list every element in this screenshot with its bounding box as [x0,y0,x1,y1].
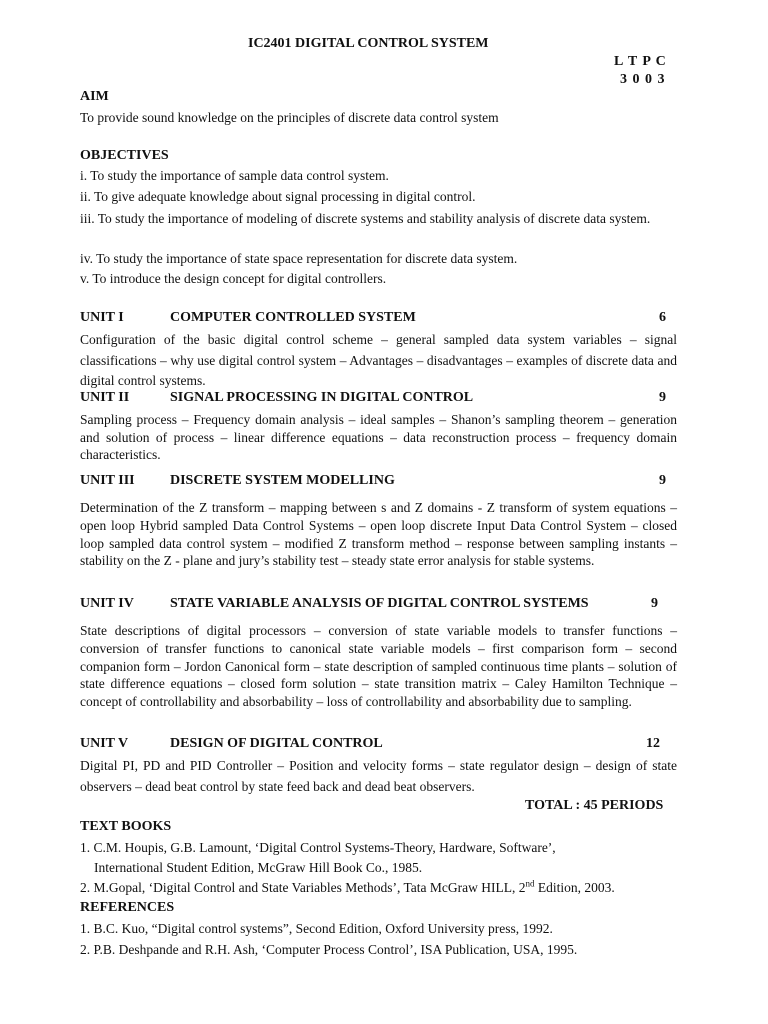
text-book-item-continuation: International Student Edition, McGraw Hill Book Co., 1985. [94,860,423,875]
references-heading: REFERENCES [80,900,175,915]
text-book-item: 1. C.M. Houpis, G.B. Lamount, ‘Digital Control Systems-Theory, Hardware, Software’, [80,840,556,855]
unit-title: DESIGN OF DIGITAL CONTROL [170,736,383,751]
reference-item: 1. B.C. Kuo, “Digital control systems”, Second Edition, Oxford University press, 1992. [80,921,553,936]
unit-title: DISCRETE SYSTEM MODELLING [170,473,395,488]
unit-hours: 9 [659,390,666,405]
unit-content: Determination of the Z transform – mapping between s and Z domains - Z transform of system equations – open loop Hybrid sampled Data Control Systems – open loop discrete Input Data Control System – closed loop sampled data control system – modified Z transform method – response between sampling instants – stability on the Z - plane and jury’s stability test – steady state error analysis for stable systems. [80,500,677,569]
text-book-item [80,880,615,896]
course-title: IC2401 DIGITAL CONTROL SYSTEM [248,36,489,51]
unit-heading [80,596,680,614]
objective-item: iii. To study the importance of modeling of discrete systems and stability analysis of discrete data system. [80,211,651,226]
total-periods: TOTAL : 45 PERIODS [525,798,664,813]
unit-label: UNIT IV [80,596,134,611]
unit-heading [80,390,680,408]
ltpc-label: L T P C [614,54,667,69]
text-book-item-text: Edition, 2003. [534,880,615,895]
text-books-heading: TEXT BOOKS [80,819,172,834]
unit-hours: 9 [651,596,658,611]
ordinal-superscript: nd [525,878,535,889]
unit-content: Digital PI, PD and PID Controller – Position and velocity forms – state regulator design – design of state observers – dead beat control by state feed back and dead beat observers. [80,758,677,794]
unit-content: State descriptions of digital processors – conversion of state variable models to transfer functions – conversion of transfer functions to canonical state variable models – first comparison form – second companion form – Jordon Canonical form – state description of sampled continuous time plants – solution of state difference equations – closed form solution – state transition matrix – Caley Hamilton Technique – concept of controllability and absorbability – loss of controllability and absorbability due to sampling. [80,623,677,710]
objective-item: v. To introduce the design concept for digital controllers. [80,271,387,286]
unit-hours: 9 [659,473,666,488]
unit-label: UNIT III [80,473,135,488]
objectives-heading: OBJECTIVES [80,148,169,163]
aim-heading: AIM [80,89,109,104]
unit-hours: 6 [659,310,666,325]
reference-item: 2. P.B. Deshpande and R.H. Ash, ‘Computer Process Control’, ISA Publication, USA, 1995. [80,942,578,957]
unit-title: STATE VARIABLE ANALYSIS OF DIGITAL CONTROL SYSTEMS [170,596,589,611]
unit-label: UNIT V [80,736,129,751]
text-book-item-text: 2. M.Gopal, ‘Digital Control and State Variables Methods’, Tata McGraw HILL, 2 [80,880,526,895]
objective-item: ii. To give adequate knowledge about signal processing in digital control. [80,189,476,204]
unit-label: UNIT II [80,390,130,405]
aim-text: To provide sound knowledge on the principles of discrete data control system [80,110,499,125]
unit-heading [80,310,680,328]
unit-title: COMPUTER CONTROLLED SYSTEM [170,310,416,325]
objective-item: i. To study the importance of sample data control system. [80,168,389,183]
unit-heading [80,736,680,754]
ltpc-values: 3 0 0 3 [620,72,666,87]
objective-item: iv. To study the importance of state space representation for discrete data system. [80,251,518,266]
unit-content: Configuration of the basic digital control scheme – general sampled data system variables – signal classifications – why use digital control system – Advantages – disadvantages – examples of discrete data and digital control systems. [80,332,677,388]
unit-title: SIGNAL PROCESSING IN DIGITAL CONTROL [170,390,474,405]
unit-label: UNIT I [80,310,124,325]
unit-hours: 12 [646,736,660,751]
unit-content: Sampling process – Frequency domain analysis – ideal samples – Shanon’s sampling theorem – generation and solution of process – linear difference equations – data reconstruction process – frequency domain characteristics. [80,412,677,462]
unit-heading [80,473,680,491]
